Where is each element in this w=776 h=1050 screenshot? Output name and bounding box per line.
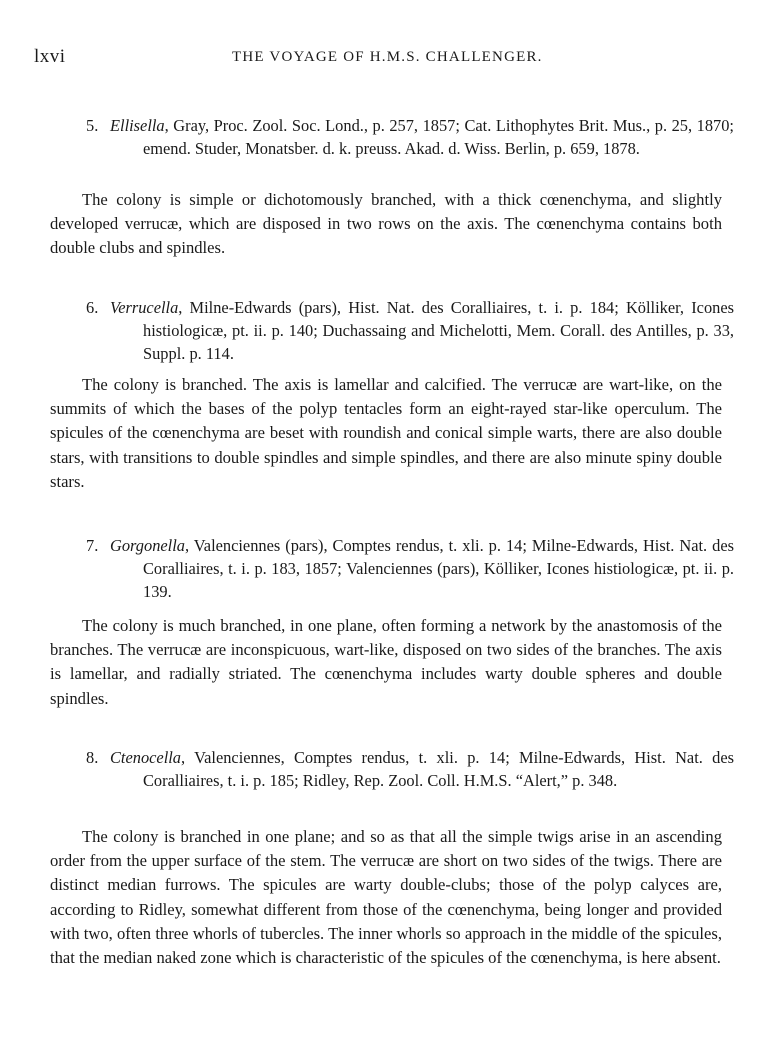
citation [48,296,734,365]
citation [48,114,734,160]
citation [48,534,734,603]
citation-text: , Milne-Edwards (pars), Hist. Nat. des Coralliaires, t. i. p. 184; Kölliker, Icones histiologicæ, pt. ii. p. 140; Duchassaing and Michelotti, Mem. Corall. des Antilles, p. 33, Suppl. p. 114. [143,298,734,363]
genus-name: Verrucella [110,298,179,317]
entry-number: 6. [86,298,99,317]
genus-description-7 [50,614,722,711]
citation-text: , Valenciennes (pars), Comptes rendus, t. xli. p. 14; Milne-Edwards, Hist. Nat. des Coralliaires, t. i. p. 183, 1857; Valenciennes (pars), Kölliker, Icones histiologicæ, pt. ii. p. 139. [143,536,734,601]
genus-entry-8 [48,746,734,792]
citation [48,746,734,792]
page-number: lxvi [34,46,66,67]
genus-entry-5 [48,114,734,160]
running-title: THE VOYAGE OF H.M.S. CHALLENGER. [232,49,543,65]
page-header [0,46,776,70]
citation-text: , Valenciennes, Comptes rendus, t. xli. p. 14; Milne-Edwards, Hist. Nat. des Coralliaires, t. i. p. 185; Ridley, Rep. Zool. Coll. H.M.S. “Alert,” p. 348. [143,748,734,790]
description-paragraph: The colony is branched. The axis is lamellar and calcified. The verrucæ are wart-like, on the summits of which the bases of the polyp tentacles form an eight-rayed star-like operculum. The spicules of the cœnenchyma are beset with roundish and conical simple warts, there are also double stars, with transitions to double spindles and simple spindles, and there are also minute spiny double stars. [50,375,722,491]
citation-text: , Gray, Proc. Zool. Soc. Lond., p. 257, 1857; Cat. Lithophytes Brit. Mus., p. 25, 1870; emend. Studer, Monatsber. d. k. preuss. Akad. d. Wiss. Berlin, p. 659, 1878. [143,116,734,158]
description-paragraph: The colony is simple or dichotomously branched, with a thick cœnenchyma, and slightly developed verrucæ, which are disposed in two rows on the axis. The cœnenchyma contains both double clubs and spindles. [50,190,722,258]
genus-description-6 [50,373,722,494]
genus-entry-7 [48,534,734,603]
entry-number: 5. [86,116,99,135]
genus-description-5 [50,188,722,261]
description-paragraph: The colony is branched in one plane; and so as that all the simple twigs arise in an ascending order from the upper surface of the stem. The verrucæ are short on two sides of the twigs. There are distinct median furrows. The spicules are warty double-clubs; those of the polyp calyces are, according to Ridley, somewhat different from those of the cœnenchyma, being longer and provided with two, often three whorls of tubercles. The inner whorls so approach in the middle of the spicules, that the median naked zone which is characteristic of the spicules of the cœnenchyma, is here absent. [50,827,722,968]
genus-name: Ctenocella [110,748,182,767]
entry-number: 7. [86,536,99,555]
genus-description-8 [50,825,722,970]
genus-entry-6 [48,296,734,365]
entry-number: 8. [86,748,99,767]
genus-name: Ellisella [110,116,165,135]
description-paragraph: The colony is much branched, in one plane, often forming a network by the anastomosis of the branches. The verrucæ are inconspicuous, wart-like, disposed on two sides of the branches. The axis is lamellar, and radially striated. The cœnenchyma includes warty double spheres and double spindles. [50,616,722,708]
genus-name: Gorgonella [110,536,185,555]
